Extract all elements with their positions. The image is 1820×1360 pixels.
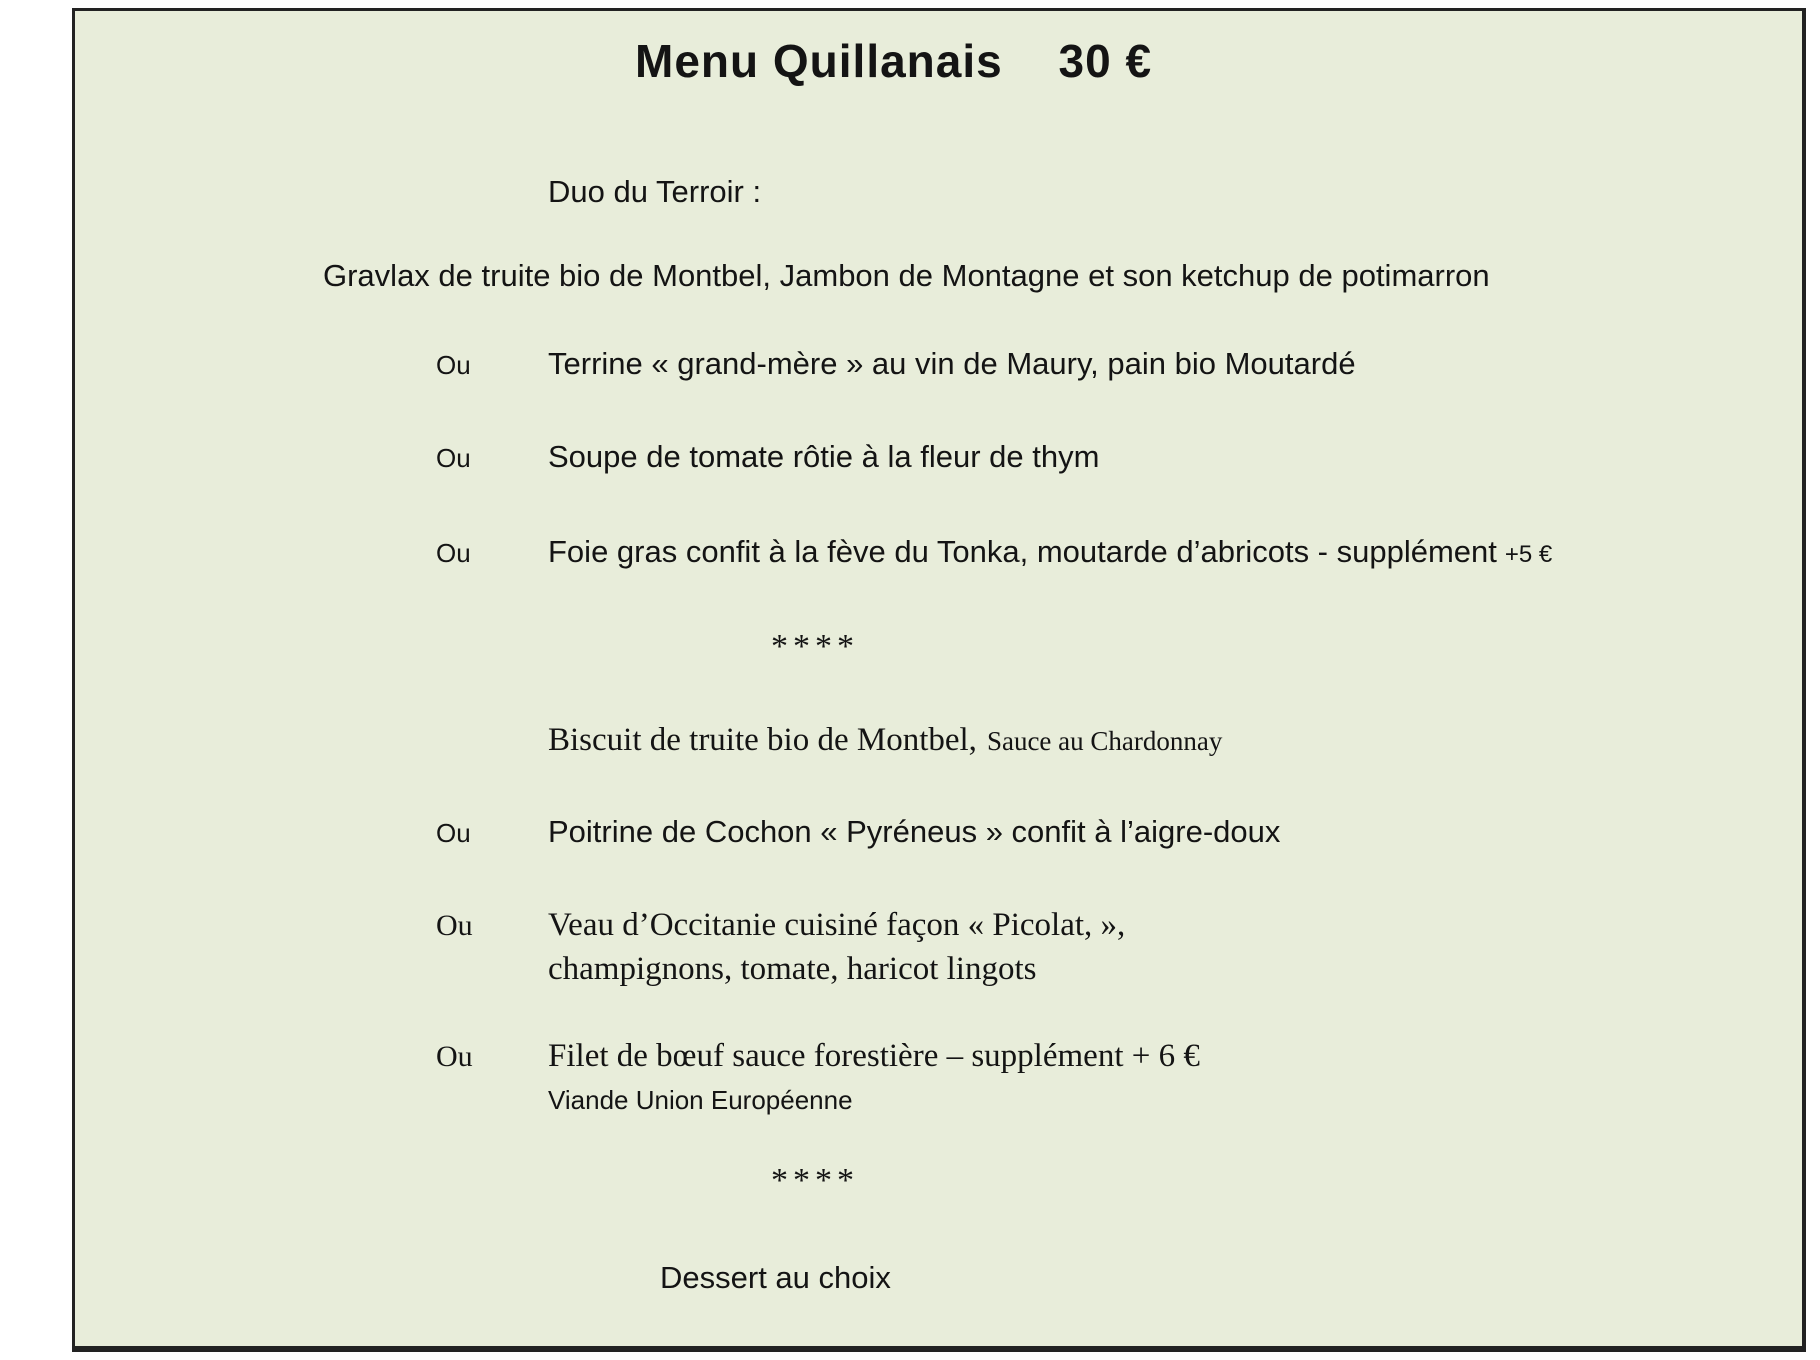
sauce-note: Sauce au Chardonnay <box>986 726 1223 756</box>
starter-option-text-main: Foie gras confit à la fève du Tonka, moutarde d’abricots - supplément <box>548 534 1497 569</box>
or-label: Ou <box>436 443 471 473</box>
main-option-text <box>548 1035 1200 1117</box>
menu-title: Menu Quillanais <box>635 35 1003 87</box>
main-option-text: Poitrine de Cochon « Pyréneus » confit à l’aigre-doux <box>548 814 1281 849</box>
main-option-biscuit <box>75 719 1802 762</box>
starter-option-terrine <box>75 343 1802 386</box>
menu-title-row <box>635 33 1802 89</box>
or-label: Ou <box>436 538 471 568</box>
starter-option-text <box>548 531 1552 576</box>
starter-option-text: Soupe de tomate rôtie à la fleur de thym <box>548 439 1100 474</box>
course-separator: **** <box>771 1162 859 1199</box>
starter-option-soupe <box>75 436 1802 479</box>
main-option-veau <box>75 904 1802 992</box>
menu-card <box>72 8 1806 1352</box>
main-option-filet <box>75 1035 1802 1117</box>
starter-option-text: Terrine « grand-mère » au vin de Maury, pain bio Moutardé <box>548 346 1356 381</box>
course-separator: **** <box>771 628 859 665</box>
starters-intro: Duo du Terroir : <box>548 174 762 209</box>
or-label: Ou <box>436 909 473 942</box>
main-option-text-main: Filet de bœuf sauce forestière – supplément + 6 € <box>548 1038 1200 1074</box>
main-option-poitrine <box>75 811 1802 854</box>
menu-price: 30 € <box>1058 35 1153 87</box>
main-option-text <box>548 719 1222 762</box>
or-label: Ou <box>436 1040 473 1073</box>
main-option-text-main: Biscuit de truite bio de Montbel, <box>548 722 977 758</box>
supplement-price: +5 € <box>1504 541 1553 568</box>
or-label: Ou <box>436 818 471 848</box>
main-option-text-line2: champignons, tomate, haricot lingots <box>548 951 1037 987</box>
starter-combo: Gravlax de truite bio de Montbel, Jambon de Montagne et son ketchup de potimarron <box>323 258 1490 293</box>
starter-option-foie-gras <box>75 531 1802 576</box>
main-option-text <box>548 904 1125 992</box>
or-label: Ou <box>436 350 471 380</box>
main-option-text-main: Veau d’Occitanie cuisiné façon « Picolat, », <box>548 907 1126 943</box>
dessert-line: Dessert au choix <box>660 1260 891 1295</box>
meat-origin-note: Viande Union Européenne <box>548 1085 853 1115</box>
